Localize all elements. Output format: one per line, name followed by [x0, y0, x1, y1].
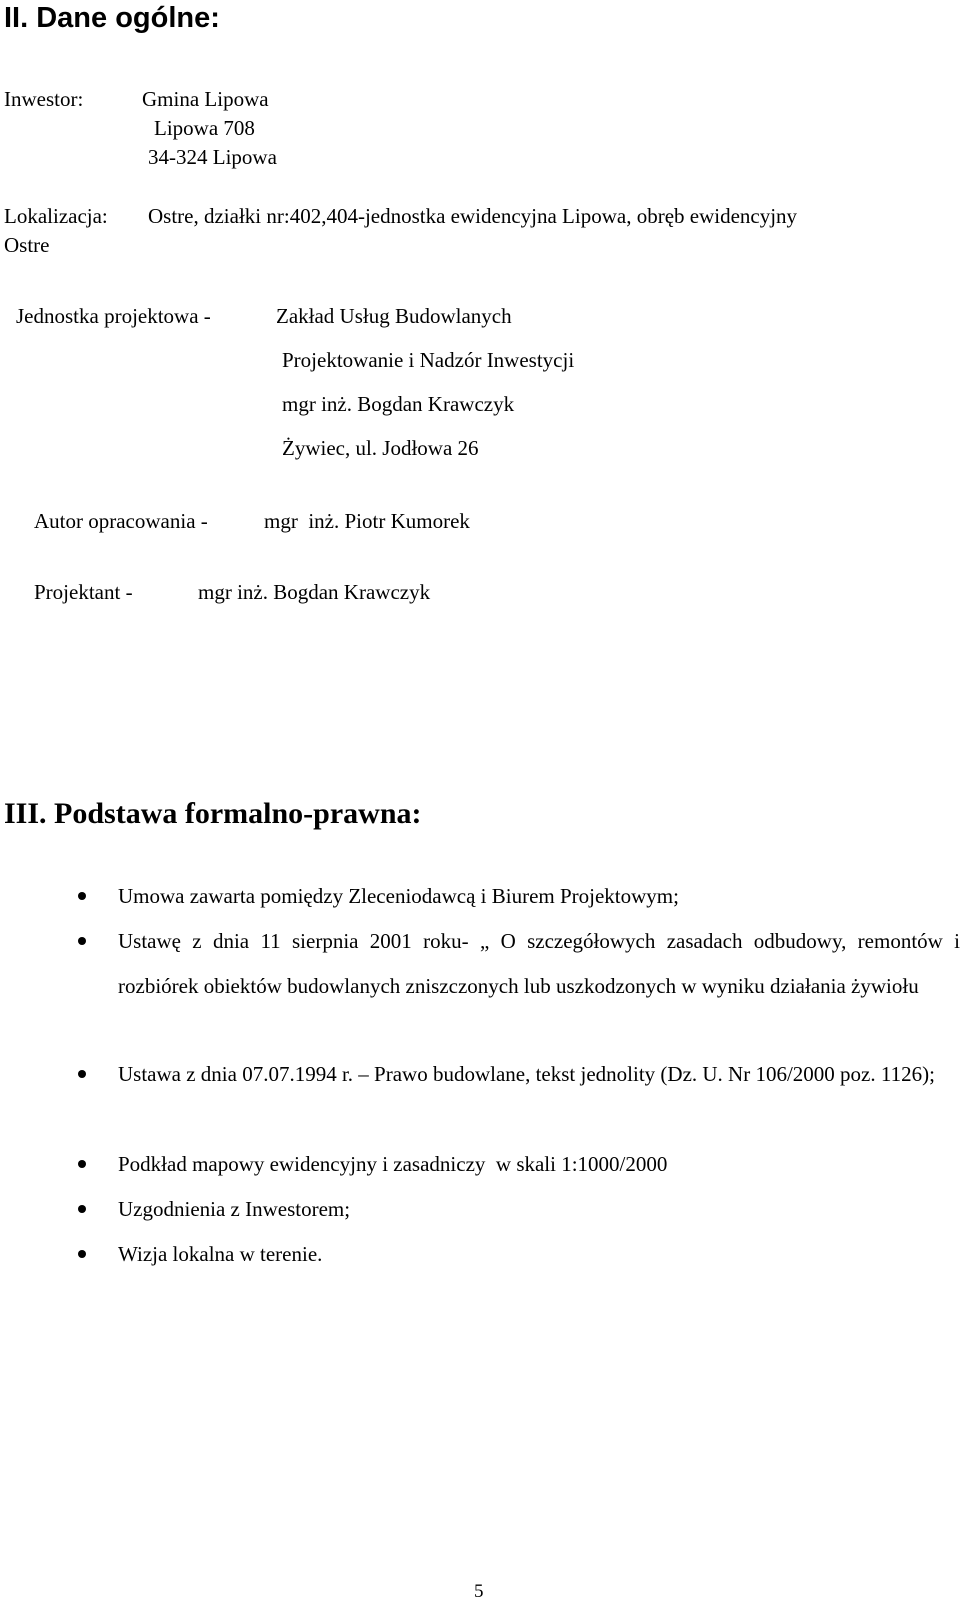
list-item: Ustawa z dnia 07.07.1994 r. – Prawo budowlane, tekst jednolity (Dz. U. Nr 106/2000 poz. 1126);	[118, 1062, 935, 1086]
investor-line-2: Lipowa 708	[154, 116, 255, 140]
author-label: Autor opracowania -	[34, 509, 208, 533]
bullet-icon	[78, 892, 86, 900]
investor-label: Inwestor:	[4, 87, 84, 111]
bullet-icon	[78, 1205, 86, 1213]
list-item: Umowa zawarta pomiędzy Zleceniodawcą i Biurem Projektowym;	[118, 884, 679, 908]
list-item: Uzgodnienia z Inwestorem;	[118, 1197, 351, 1221]
bullet-icon	[78, 937, 86, 945]
list-item: Ustawę z dnia 11 sierpnia 2001 roku- „ O szczegółowych zasadach odbudowy, remontów i rozbiórek obiektów budowlanych zniszczonych lub uszkodzonych w wyniku działania żywiołu	[118, 929, 960, 998]
bullet-icon	[78, 1250, 86, 1258]
author-value: mgr inż. Piotr Kumorek	[264, 509, 470, 533]
design-unit-line-2: Projektowanie i Nadzór Inwestycji	[282, 348, 575, 372]
investor-line-1: Gmina Lipowa	[142, 87, 269, 111]
design-unit-line-3: mgr inż. Bogdan Krawczyk	[282, 392, 515, 416]
page-number: 5	[474, 1581, 484, 1602]
bullet-icon	[78, 1160, 86, 1168]
designer-value: mgr inż. Bogdan Krawczyk	[198, 580, 431, 604]
section-3-heading: III. Podstawa formalno-prawna:	[4, 797, 422, 830]
location-label: Lokalizacja:	[4, 204, 108, 228]
design-unit-line-4: Żywiec, ul. Jodłowa 26	[282, 436, 479, 460]
designer-label: Projektant -	[34, 580, 133, 604]
section-2-heading: II. Dane ogólne:	[4, 2, 220, 34]
list-item: Podkład mapowy ewidencyjny i zasadniczy w skali 1:1000/2000	[118, 1152, 668, 1176]
location-text: Ostre, działki nr:402,404-jednostka ewidencyjna Lipowa, obręb ewidencyjny	[148, 204, 798, 228]
design-unit-label: Jednostka projektowa -	[16, 304, 211, 328]
investor-line-3: 34-324 Lipowa	[148, 145, 277, 169]
location-continuation: Ostre	[4, 233, 50, 257]
design-unit-line-1: Zakład Usług Budowlanych	[276, 304, 512, 328]
bullet-icon	[78, 1070, 86, 1078]
list-item: Wizja lokalna w terenie.	[118, 1242, 323, 1266]
